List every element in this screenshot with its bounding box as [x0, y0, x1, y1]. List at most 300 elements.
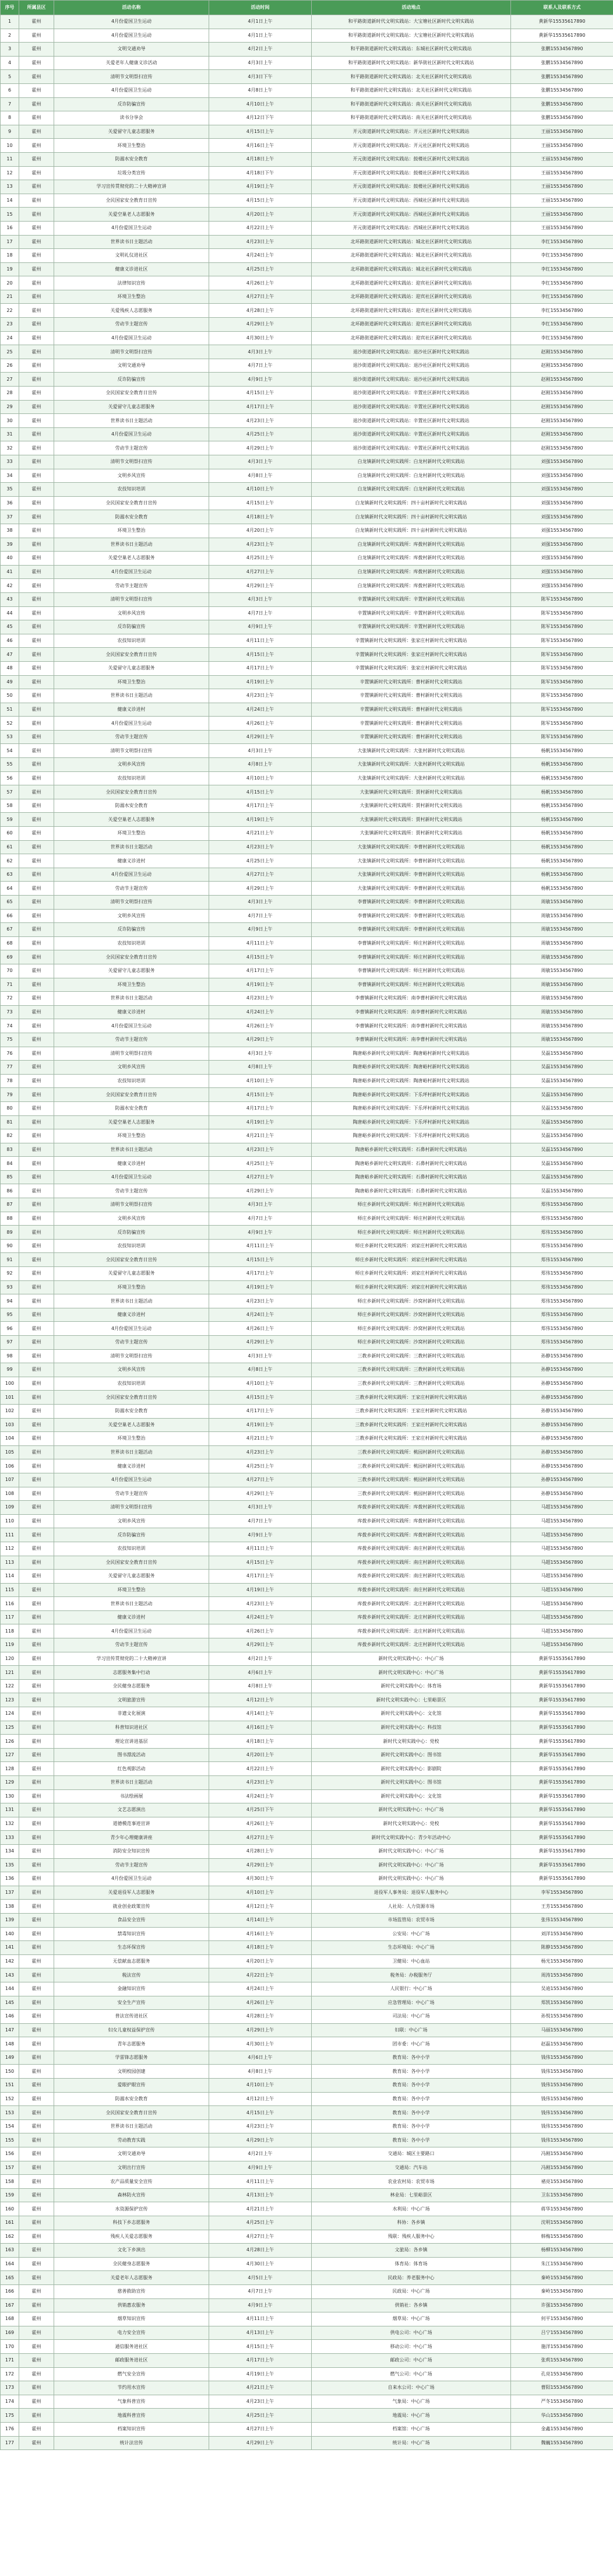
- row-location: 生态环境局：中心广场: [312, 1941, 511, 1955]
- row-activity: 全民国家安全教育日宣传: [54, 1088, 209, 1102]
- row-time: 4月9日上午: [209, 1226, 312, 1240]
- row-contact: 刘强15534567890: [511, 455, 613, 469]
- row-index: 134: [1, 1844, 19, 1858]
- row-contact: 陈军15534567890: [511, 620, 613, 634]
- row-time: 4月1日上午: [209, 29, 312, 43]
- table-row: [1, 1459, 613, 1473]
- row-location: 气象局：中心广场: [312, 2395, 511, 2409]
- row-time: 4月29日上午: [209, 441, 312, 455]
- row-location: 档案馆：中心广场: [312, 2422, 511, 2436]
- row-contact: 黄新华15535617890: [511, 1748, 613, 1762]
- row-county: 霍州: [19, 510, 54, 524]
- row-contact: 周敏15534567890: [511, 978, 613, 992]
- row-contact: 郑伟15534567890: [511, 1226, 613, 1240]
- row-activity: 环境卫生整治: [54, 290, 209, 304]
- row-location: 辛置镇新时代文明实践所：辛置村新时代文明实践站: [312, 620, 511, 634]
- row-county: 霍州: [19, 1170, 54, 1184]
- row-county: 霍州: [19, 469, 54, 483]
- col-activity-header: 活动名称: [54, 1, 209, 15]
- row-index: 19: [1, 262, 19, 276]
- row-time: 4月24日上午: [209, 1610, 312, 1624]
- row-location: 三教乡新时代文明实践所：三教村新时代文明实践站: [312, 1377, 511, 1391]
- row-time: 4月26日上午: [209, 1322, 312, 1336]
- row-location: 退役军人事务局：退役军人服务中心: [312, 1886, 511, 1900]
- row-index: 68: [1, 936, 19, 950]
- row-contact: 陈军15534567890: [511, 606, 613, 620]
- row-index: 97: [1, 1336, 19, 1350]
- table-row: [1, 1033, 613, 1047]
- row-index: 24: [1, 331, 19, 345]
- table-row: [1, 744, 613, 758]
- row-index: 32: [1, 441, 19, 455]
- row-time: 4月15日上午: [209, 950, 312, 964]
- row-location: 库拨乡新时代文明实践所：库拨村新时代文明实践站: [312, 1528, 511, 1542]
- row-county: 霍州: [19, 2381, 54, 2395]
- row-county: 霍州: [19, 950, 54, 964]
- row-location: 人社局：人力资源市场: [312, 1900, 511, 1914]
- row-location: 李曹镇新时代文明实践所：师庄村新时代文明实践站: [312, 936, 511, 950]
- row-location: 库拨乡新时代文明实践所：南庄村新时代文明实践站: [312, 1583, 511, 1597]
- row-index: 106: [1, 1459, 19, 1473]
- row-index: 156: [1, 2147, 19, 2161]
- table-row: [1, 950, 613, 964]
- table-row: [1, 1954, 613, 1968]
- row-location: 陶唐峪乡新时代文明实践所：陶唐峪村新时代文明实践站: [312, 1047, 511, 1061]
- table-row: [1, 469, 613, 483]
- row-location: 烟草局：中心广场: [312, 2312, 511, 2326]
- table-row: [1, 2010, 613, 2024]
- row-index: 48: [1, 661, 19, 675]
- row-contact: 马超15534567890: [511, 1610, 613, 1624]
- row-location: 供销社：各乡镇: [312, 2298, 511, 2312]
- row-activity: 农技知识培训: [54, 1074, 209, 1088]
- row-location: 陶唐峪乡新时代文明实践所：陶唐峪村新时代文明实践站: [312, 1061, 511, 1075]
- row-contact: 赵刚15534567890: [511, 373, 613, 387]
- row-activity: 水资源保护宣传: [54, 2202, 209, 2216]
- row-time: 4月27日上午: [209, 1170, 312, 1184]
- table-row: [1, 868, 613, 882]
- table-row: [1, 1047, 613, 1061]
- row-location: 新时代文明实践中心：图书馆: [312, 1776, 511, 1790]
- row-county: 霍州: [19, 1721, 54, 1735]
- row-time: 4月19日上午: [209, 675, 312, 689]
- row-contact: 杨光15534567890: [511, 1954, 613, 1968]
- row-activity: 红色观影活动: [54, 1762, 209, 1776]
- row-activity: 防溺水安全教育: [54, 510, 209, 524]
- row-county: 霍州: [19, 2244, 54, 2258]
- row-time: 4月25日上午: [209, 2216, 312, 2230]
- row-contact: 朱江15534567890: [511, 2257, 613, 2271]
- row-index: 111: [1, 1528, 19, 1542]
- row-activity: 全民国家安全教育日宣传: [54, 648, 209, 662]
- table-row: [1, 1129, 613, 1143]
- row-time: 4月7日上午: [209, 2284, 312, 2298]
- row-location: 辛置镇新时代文明实践所：曹村新时代文明实践站: [312, 703, 511, 717]
- row-county: 霍州: [19, 1707, 54, 1721]
- row-time: 4月8日上午: [209, 1061, 312, 1075]
- row-activity: 农产品质量安全宣传: [54, 2175, 209, 2189]
- row-county: 霍州: [19, 1349, 54, 1363]
- row-county: 霍州: [19, 2257, 54, 2271]
- table-row: [1, 1996, 613, 2010]
- row-contact: 周敏15534567890: [511, 1033, 613, 1047]
- row-location: 三教乡新时代文明实践所：桃园村新时代文明实践站: [312, 1487, 511, 1501]
- row-county: 霍州: [19, 1927, 54, 1941]
- row-county: 霍州: [19, 1624, 54, 1638]
- row-index: 110: [1, 1514, 19, 1528]
- row-time: 4月9日上午: [209, 2161, 312, 2175]
- row-location: 三教乡新时代文明实践所：王家庄村新时代文明实践站: [312, 1418, 511, 1432]
- row-contact: 张鹏15534567890: [511, 56, 613, 70]
- table-row: [1, 1872, 613, 1886]
- row-index: 83: [1, 1143, 19, 1157]
- row-contact: 吴磊15534567890: [511, 1157, 613, 1171]
- table-row: [1, 152, 613, 166]
- row-location: 三教乡新时代文明实践所：王家庄村新时代文明实践站: [312, 1432, 511, 1446]
- row-index: 59: [1, 813, 19, 827]
- row-county: 霍州: [19, 1776, 54, 1790]
- table-row: [1, 896, 613, 910]
- table-row: [1, 978, 613, 992]
- table-row: [1, 373, 613, 387]
- row-time: 4月15日上午: [209, 648, 312, 662]
- row-index: 85: [1, 1170, 19, 1184]
- row-location: 陶唐峪乡新时代文明实践所：石鼻村新时代文明实践站: [312, 1157, 511, 1171]
- row-time: 4月23日上午: [209, 689, 312, 703]
- row-index: 10: [1, 139, 19, 153]
- row-activity: 环境卫生整治: [54, 1583, 209, 1597]
- row-activity: 清明节文明祭扫宣传: [54, 744, 209, 758]
- row-county: 霍州: [19, 2147, 54, 2161]
- row-activity: 关爱留守儿童志愿服务: [54, 1267, 209, 1281]
- row-activity: 读书分享会: [54, 111, 209, 125]
- table-row: [1, 1514, 613, 1528]
- row-location: 陶唐峪乡新时代文明实践所：下乐坪村新时代文明实践站: [312, 1129, 511, 1143]
- row-county: 霍州: [19, 1129, 54, 1143]
- row-index: 146: [1, 2010, 19, 2024]
- row-activity: 世界读书日主题活动: [54, 538, 209, 552]
- row-contact: 赵刚15534567890: [511, 359, 613, 373]
- row-time: 4月15日上午: [209, 194, 312, 208]
- header-row: [1, 1, 613, 15]
- row-activity: 统计法宣传: [54, 2436, 209, 2450]
- row-activity: 青年志愿服务: [54, 2037, 209, 2051]
- row-activity: 世界读书日主题活动: [54, 2119, 209, 2133]
- row-county: 霍州: [19, 345, 54, 359]
- row-county: 霍州: [19, 978, 54, 992]
- row-activity: 劳动节主题宣传: [54, 1638, 209, 1652]
- row-activity: 关爱空巢老人志愿服务: [54, 813, 209, 827]
- row-location: 库拨乡新时代文明实践所：库拨村新时代文明实践站: [312, 1514, 511, 1528]
- row-index: 108: [1, 1487, 19, 1501]
- row-county: 霍州: [19, 2092, 54, 2106]
- table-row: [1, 2257, 613, 2271]
- row-index: 137: [1, 1886, 19, 1900]
- row-county: 霍州: [19, 799, 54, 813]
- row-index: 140: [1, 1927, 19, 1941]
- row-contact: 王丽15534567890: [511, 166, 613, 180]
- row-index: 132: [1, 1817, 19, 1831]
- row-county: 霍州: [19, 1157, 54, 1171]
- row-activity: 世界读书日主题活动: [54, 689, 209, 703]
- row-location: 师庄乡新时代文明实践所：沙窝村新时代文明实践站: [312, 1308, 511, 1322]
- row-time: 4月10日上午: [209, 771, 312, 785]
- row-county: 霍州: [19, 2409, 54, 2423]
- row-index: 75: [1, 1033, 19, 1047]
- row-location: 陶唐峪乡新时代文明实践所：石鼻村新时代文明实践站: [312, 1170, 511, 1184]
- row-index: 79: [1, 1088, 19, 1102]
- row-activity: 反诈防骗宣传: [54, 373, 209, 387]
- row-contact: 李军15534567890: [511, 1886, 613, 1900]
- row-contact: 郑伟15534567890: [511, 1198, 613, 1212]
- row-location: 北环路街道新时代文明实践站：城北社区新时代文明实践站: [312, 262, 511, 276]
- row-time: 4月30日上午: [209, 331, 312, 345]
- row-activity: 文化下乡演出: [54, 2244, 209, 2258]
- row-time: 4月21日上午: [209, 1129, 312, 1143]
- row-activity: 劳动节主题宣传: [54, 441, 209, 455]
- row-location: 大张镇新时代文明实践所：大张村新时代文明实践站: [312, 758, 511, 772]
- table-row: [1, 1913, 613, 1927]
- row-county: 霍州: [19, 441, 54, 455]
- row-index: 105: [1, 1445, 19, 1459]
- row-index: 26: [1, 359, 19, 373]
- row-contact: 李红15534567890: [511, 249, 613, 263]
- row-time: 4月20日上午: [209, 208, 312, 222]
- row-county: 霍州: [19, 592, 54, 606]
- row-index: 45: [1, 620, 19, 634]
- row-index: 131: [1, 1803, 19, 1817]
- row-contact: 严冬15534567890: [511, 2395, 613, 2409]
- row-contact: 施洋15534567890: [511, 2340, 613, 2354]
- row-county: 霍州: [19, 2106, 54, 2120]
- row-time: 4月22日上午: [209, 1968, 312, 1982]
- row-index: 39: [1, 538, 19, 552]
- row-contact: 黄新华15535617890: [511, 1858, 613, 1872]
- row-location: 师庄乡新时代文明实践所：师庄村新时代文明实践站: [312, 1198, 511, 1212]
- row-time: 4月9日上午: [209, 2298, 312, 2312]
- row-county: 霍州: [19, 1844, 54, 1858]
- row-county: 霍州: [19, 43, 54, 57]
- table-row: [1, 2353, 613, 2367]
- row-location: 交通局：城区主要路口: [312, 2147, 511, 2161]
- table-row: [1, 1666, 613, 1680]
- row-time: 4月14日上午: [209, 1707, 312, 1721]
- row-location: 李曹镇新时代文明实践所：南李曹村新时代文明实践站: [312, 992, 511, 1006]
- row-county: 霍州: [19, 1074, 54, 1088]
- row-time: 4月29日上午: [209, 1033, 312, 1047]
- row-time: 4月23日上午: [209, 538, 312, 552]
- row-location: 水利局：中心广场: [312, 2202, 511, 2216]
- row-county: 霍州: [19, 180, 54, 194]
- table-row: [1, 125, 613, 139]
- row-time: 4月25日上午: [209, 552, 312, 566]
- row-time: 4月19日上午: [209, 1583, 312, 1597]
- row-index: 176: [1, 2422, 19, 2436]
- row-location: 库拨乡新时代文明实践所：北庄村新时代文明实践站: [312, 1610, 511, 1624]
- row-index: 154: [1, 2119, 19, 2133]
- table-row: [1, 1556, 613, 1570]
- row-county: 霍州: [19, 1088, 54, 1102]
- table-row: [1, 882, 613, 896]
- row-activity: 4月份爱国卫生运动: [54, 1170, 209, 1184]
- row-index: 84: [1, 1157, 19, 1171]
- row-contact: 黄新华15535617890: [511, 1789, 613, 1803]
- row-time: 4月28日上午: [209, 304, 312, 318]
- row-time: 4月20日上午: [209, 1748, 312, 1762]
- table-row: [1, 620, 613, 634]
- row-location: 开元街道新时代文明实践站：开元社区新时代文明实践站: [312, 125, 511, 139]
- row-activity: 全民国家安全教育日宣传: [54, 496, 209, 510]
- table-row: [1, 592, 613, 606]
- row-county: 霍州: [19, 194, 54, 208]
- table-row: [1, 56, 613, 70]
- row-time: 4月18日上午: [209, 510, 312, 524]
- row-location: 新时代文明实践中心：中心广场: [312, 1872, 511, 1886]
- row-contact: 张鹏15534567890: [511, 70, 613, 84]
- row-activity: 全民健身志愿服务: [54, 1679, 209, 1693]
- row-location: 北环路街道新时代文明实践站：迎宾社区新时代文明实践站: [312, 290, 511, 304]
- row-index: 89: [1, 1226, 19, 1240]
- row-contact: 孙静15534567890: [511, 1418, 613, 1432]
- row-county: 霍州: [19, 661, 54, 675]
- row-location: 教育局：各中小学: [312, 2119, 511, 2133]
- row-activity: 防溺水安全教育: [54, 799, 209, 813]
- row-activity: 全民国家安全教育日宣传: [54, 1253, 209, 1267]
- row-time: 4月15日上午: [209, 2106, 312, 2120]
- row-time: 4月17日上午: [209, 661, 312, 675]
- row-index: 34: [1, 469, 19, 483]
- row-location: 辛置镇新时代文明实践所：张家庄村新时代文明实践站: [312, 634, 511, 648]
- row-county: 霍州: [19, 359, 54, 373]
- row-county: 霍州: [19, 152, 54, 166]
- row-activity: 劳动节主题宣传: [54, 318, 209, 332]
- row-location: 退沙街道新时代文明实践站：辛置社区新时代文明实践站: [312, 414, 511, 428]
- row-contact: 陈军15534567890: [511, 661, 613, 675]
- row-activity: 学雷锋志愿服务: [54, 2051, 209, 2065]
- table-row: [1, 579, 613, 593]
- row-location: 师庄乡新时代文明实践所：沙窝村新时代文明实践站: [312, 1294, 511, 1308]
- row-time: 4月21日上午: [209, 827, 312, 841]
- row-time: 4月13日上午: [209, 2326, 312, 2340]
- row-county: 霍州: [19, 1583, 54, 1597]
- row-contact: 郑伟15534567890: [511, 1267, 613, 1281]
- row-contact: 赵刚15534567890: [511, 441, 613, 455]
- row-county: 霍州: [19, 992, 54, 1006]
- table-row: [1, 262, 613, 276]
- row-location: 开元街道新时代文明实践站：鼓楼社区新时代文明实践站: [312, 180, 511, 194]
- row-activity: 4月份爱国卫生运动: [54, 1473, 209, 1487]
- row-county: 霍州: [19, 1542, 54, 1556]
- row-index: 96: [1, 1322, 19, 1336]
- row-location: 师庄乡新时代文明实践所：刘家庄村新时代文明实践站: [312, 1280, 511, 1294]
- table-row: [1, 923, 613, 937]
- row-contact: 王丽15534567890: [511, 221, 613, 235]
- row-activity: 世界读书日主题活动: [54, 235, 209, 249]
- table-row: [1, 1624, 613, 1638]
- row-index: 76: [1, 1047, 19, 1061]
- row-index: 118: [1, 1624, 19, 1638]
- row-time: 4月7日上午: [209, 606, 312, 620]
- table-row: [1, 221, 613, 235]
- row-index: 13: [1, 180, 19, 194]
- table-row: [1, 2271, 613, 2285]
- table-row: [1, 2284, 613, 2298]
- row-contact: 周敏15534567890: [511, 1005, 613, 1019]
- row-activity: 清明节文明祭扫宣传: [54, 1198, 209, 1212]
- row-index: 139: [1, 1913, 19, 1927]
- row-contact: 钱伟15534567890: [511, 2051, 613, 2065]
- row-index: 165: [1, 2271, 19, 2285]
- row-contact: 张鹏15534567890: [511, 83, 613, 97]
- table-row: [1, 1721, 613, 1735]
- row-location: 陶唐峪乡新时代文明实践所：石鼻村新时代文明实践站: [312, 1184, 511, 1198]
- row-activity: 普法宣传进社区: [54, 2010, 209, 2024]
- row-index: 141: [1, 1941, 19, 1955]
- row-index: 30: [1, 414, 19, 428]
- row-county: 霍州: [19, 964, 54, 978]
- row-activity: 环境卫生整治: [54, 1280, 209, 1294]
- row-county: 霍州: [19, 166, 54, 180]
- row-location: 退沙街道新时代文明实践站：辛置社区新时代文明实践站: [312, 427, 511, 441]
- row-time: 4月15日上午: [209, 496, 312, 510]
- row-time: 4月18日上午: [209, 1735, 312, 1749]
- row-index: 145: [1, 1996, 19, 2010]
- row-activity: 食品安全宣传: [54, 1913, 209, 1927]
- row-index: 130: [1, 1789, 19, 1803]
- row-location: 三教乡新时代文明实践所：桃园村新时代文明实践站: [312, 1445, 511, 1459]
- row-index: 128: [1, 1762, 19, 1776]
- row-location: 李曹镇新时代文明实践所：南李曹村新时代文明实践站: [312, 1033, 511, 1047]
- row-time: 4月14日上午: [209, 1913, 312, 1927]
- row-activity: 道德模范事迹宣讲: [54, 1817, 209, 1831]
- row-time: 4月11日上午: [209, 2175, 312, 2189]
- row-time: 4月19日上午: [209, 1115, 312, 1129]
- row-county: 霍州: [19, 1308, 54, 1322]
- row-contact: 李红15534567890: [511, 235, 613, 249]
- table-row: [1, 2436, 613, 2450]
- row-activity: 非遗文化展演: [54, 1707, 209, 1721]
- row-time: 4月27日上午: [209, 565, 312, 579]
- table-row: [1, 111, 613, 125]
- table-body: [1, 15, 613, 2450]
- row-index: 29: [1, 400, 19, 414]
- row-contact: 周敏15534567890: [511, 964, 613, 978]
- row-county: 霍州: [19, 1363, 54, 1377]
- row-time: 4月23日上午: [209, 1776, 312, 1790]
- row-contact: 刘强15534567890: [511, 524, 613, 538]
- row-index: 9: [1, 125, 19, 139]
- row-activity: 反诈防骗宣传: [54, 1226, 209, 1240]
- row-location: 师庄乡新时代文明实践所：沙窝村新时代文明实践站: [312, 1322, 511, 1336]
- row-county: 霍州: [19, 936, 54, 950]
- row-contact: 周敏15534567890: [511, 923, 613, 937]
- row-contact: 孙静15534567890: [511, 1391, 613, 1405]
- row-time: 4月19日上午: [209, 978, 312, 992]
- row-index: 161: [1, 2216, 19, 2230]
- row-contact: 黄新华15535617890: [511, 1652, 613, 1666]
- row-index: 168: [1, 2312, 19, 2326]
- row-index: 25: [1, 345, 19, 359]
- row-contact: 李红15534567890: [511, 318, 613, 332]
- row-contact: 孔亮15534567890: [511, 2367, 613, 2381]
- table-row: [1, 1982, 613, 1996]
- table-row: [1, 400, 613, 414]
- row-county: 霍州: [19, 1666, 54, 1680]
- row-time: 4月3日上午: [209, 345, 312, 359]
- row-activity: 劳动节主题宣传: [54, 579, 209, 593]
- row-location: 新时代文明实践中心：图书馆: [312, 1748, 511, 1762]
- row-time: 4月26日上午: [209, 717, 312, 731]
